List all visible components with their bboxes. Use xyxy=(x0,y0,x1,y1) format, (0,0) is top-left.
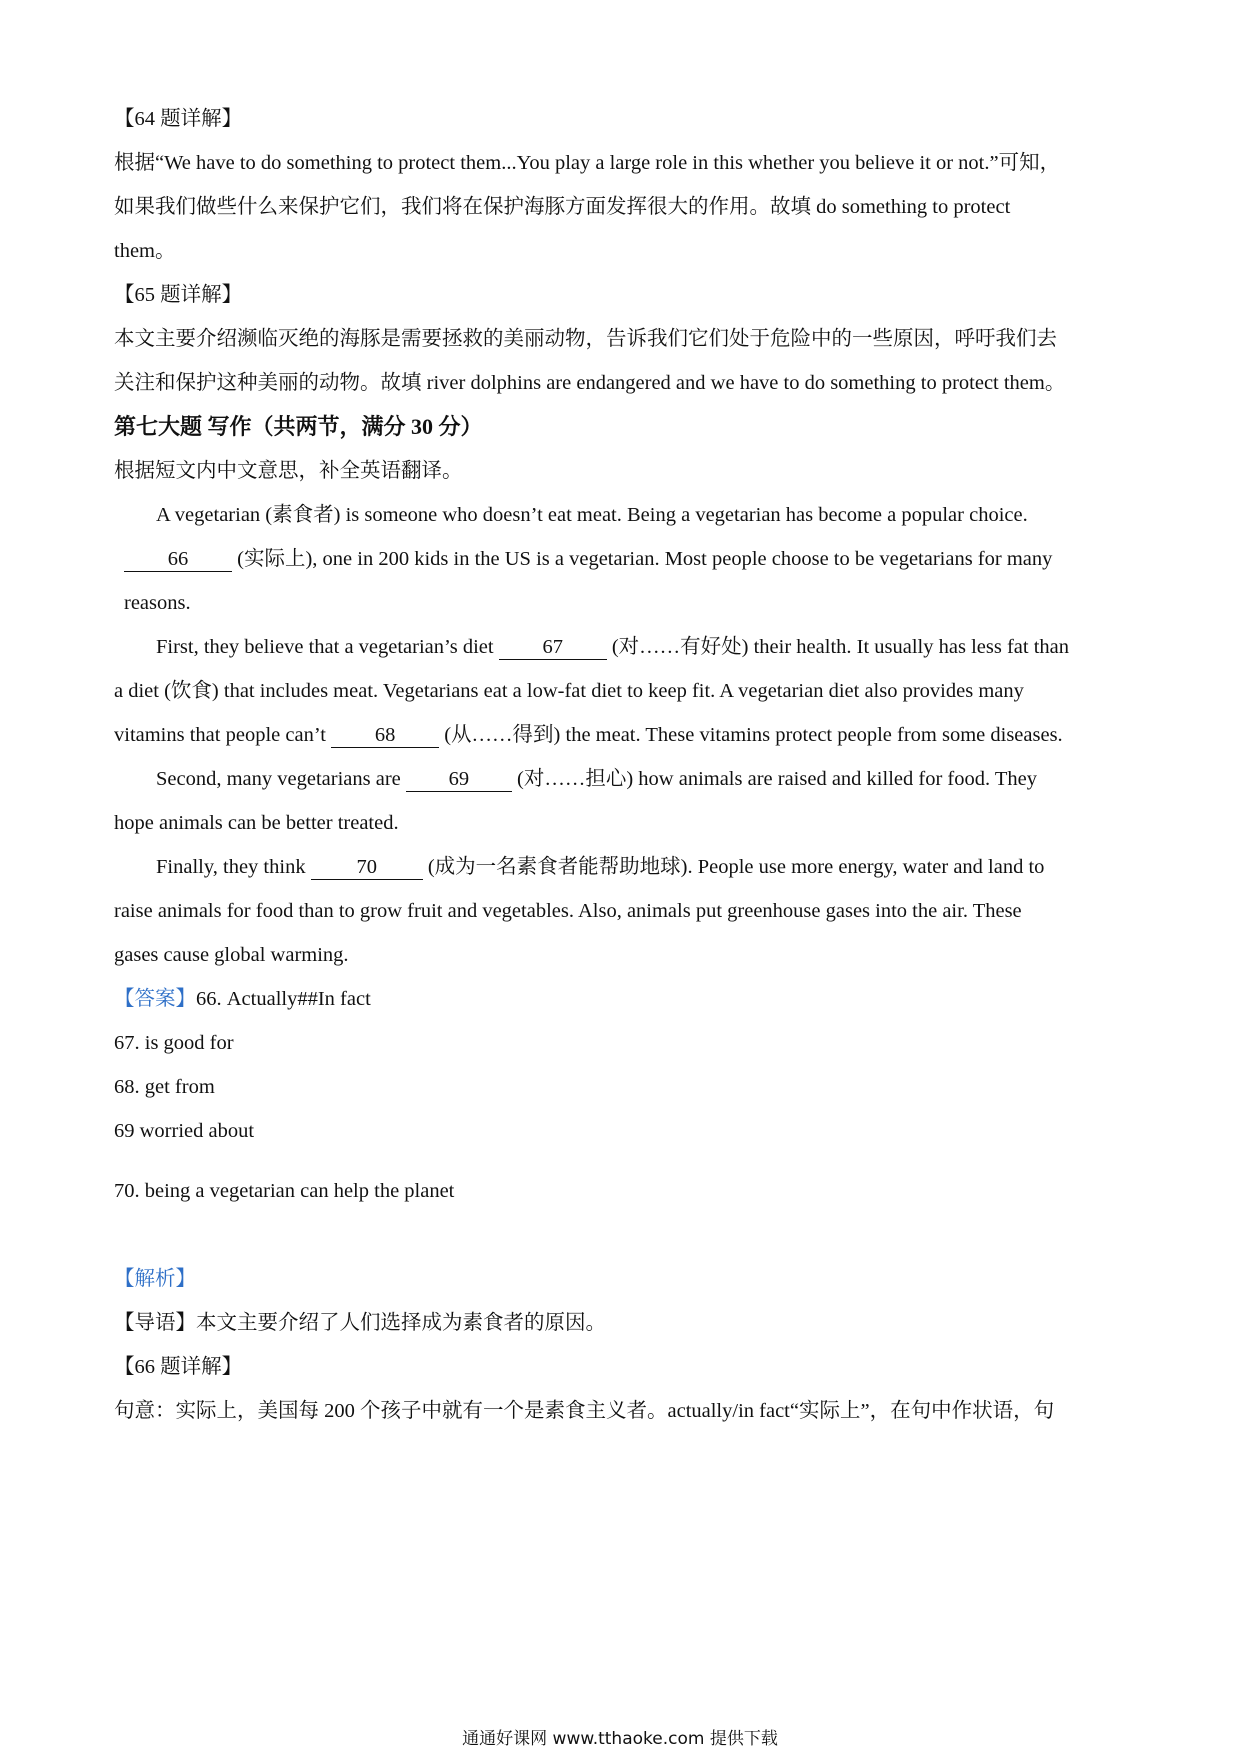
passage-text: (对……有好处) their health. It usually has less fat than xyxy=(606,636,1069,658)
q64-line-2: 如果我们做些什么来保护它们，我们将在保护海豚方面发挥很大的作用。故填 do something to protect xyxy=(114,196,1011,218)
passage-p2-line-1 xyxy=(156,632,1140,662)
analysis-intro: 【导语】本文主要介绍了人们选择成为素食者的原因。 xyxy=(114,1312,606,1334)
passage-p4-line-3: gases cause global warming. xyxy=(114,944,349,966)
blank-69: 69 xyxy=(406,767,512,792)
answer-70: 70. being a vegetarian can help the planet xyxy=(114,1180,455,1202)
passage-p4-line-1 xyxy=(156,852,1140,882)
q64-line-1: 根据“We have to do something to protect them...You play a large role in this whether you believe it or not.”可知， xyxy=(114,152,1061,174)
passage-text: vitamins that people can’t xyxy=(114,724,332,746)
q65-line-1: 本文主要介绍濒临灭绝的海豚是需要拯救的美丽动物，告诉我们它们处于危险中的一些原因，呼吁我们去 xyxy=(114,328,1057,350)
q65-line-2: 关注和保护这种美丽的动物。故填 river dolphins are endangered and we have to do something to protect them。 xyxy=(114,372,1066,394)
answer-66 xyxy=(114,984,1140,1014)
blank-68: 68 xyxy=(331,723,439,748)
passage-text: First, they believe that a vegetarian’s diet xyxy=(156,636,499,658)
page-footer: 通通好课网 www.tthaoke.com 提供下载 xyxy=(462,1729,778,1749)
answer-69: 69 worried about xyxy=(114,1120,255,1142)
answer-67: 67. is good for xyxy=(114,1032,234,1054)
section-instruction: 根据短文内中文意思，补全英语翻译。 xyxy=(114,460,463,482)
passage-p3-line-1 xyxy=(156,764,1140,794)
passage-text: (成为一名素食者能帮助地球). People use more energy, water and land to xyxy=(422,856,1045,878)
q64-heading: 【64 题详解】 xyxy=(114,108,243,130)
analysis-label: 【解析】 xyxy=(114,1268,196,1290)
q66-heading: 【66 题详解】 xyxy=(114,1356,243,1378)
passage-p2-line-2: a diet (饮食) that includes meat. Vegetarians eat a low-fat diet to keep fit. A vegetarian diet also provides many xyxy=(114,680,1024,702)
passage-text: (从……得到) the meat. These vitamins protect people from some diseases. xyxy=(439,724,1063,746)
answer-68: 68. get from xyxy=(114,1076,215,1098)
answer-label: 【答案】 xyxy=(114,988,196,1010)
q64-line-3: them。 xyxy=(114,240,176,262)
answer-66-text: 66. Actually##In fact xyxy=(196,988,371,1010)
passage-p1-line-3: reasons. xyxy=(124,592,191,614)
passage-text: (实际上), one in 200 kids in the US is a vegetarian. Most people choose to be vegetarians for many xyxy=(232,548,1053,570)
q66-line-1: 句意：实际上，美国每 200 个孩子中就有一个是素食主义者。actually/in fact“实际上”，在句中作状语，句 xyxy=(114,1400,1055,1422)
passage-p1-line-1: A vegetarian (素食者) is someone who doesn’t eat meat. Being a vegetarian has become a popular choice. xyxy=(156,504,1028,526)
q65-heading: 【65 题详解】 xyxy=(114,284,243,306)
passage-p4-line-2: raise animals for food than to grow fruit and vegetables. Also, animals put greenhouse gases into the air. These xyxy=(114,900,1022,922)
passage-p3-line-2: hope animals can be better treated. xyxy=(114,812,399,834)
passage-p2-line-3 xyxy=(114,720,1140,750)
passage-text: (对……担心) how animals are raised and killed for food. They xyxy=(511,768,1037,790)
passage-text: Finally, they think xyxy=(156,856,311,878)
blank-67: 67 xyxy=(499,635,607,660)
blank-70: 70 xyxy=(311,855,423,880)
section-title: 第七大题 写作（共两节，满分 30 分） xyxy=(114,414,483,439)
blank-66: 66 xyxy=(124,547,232,572)
passage-text: Second, many vegetarians are xyxy=(156,768,406,790)
passage-p1-line-2 xyxy=(124,544,1140,574)
